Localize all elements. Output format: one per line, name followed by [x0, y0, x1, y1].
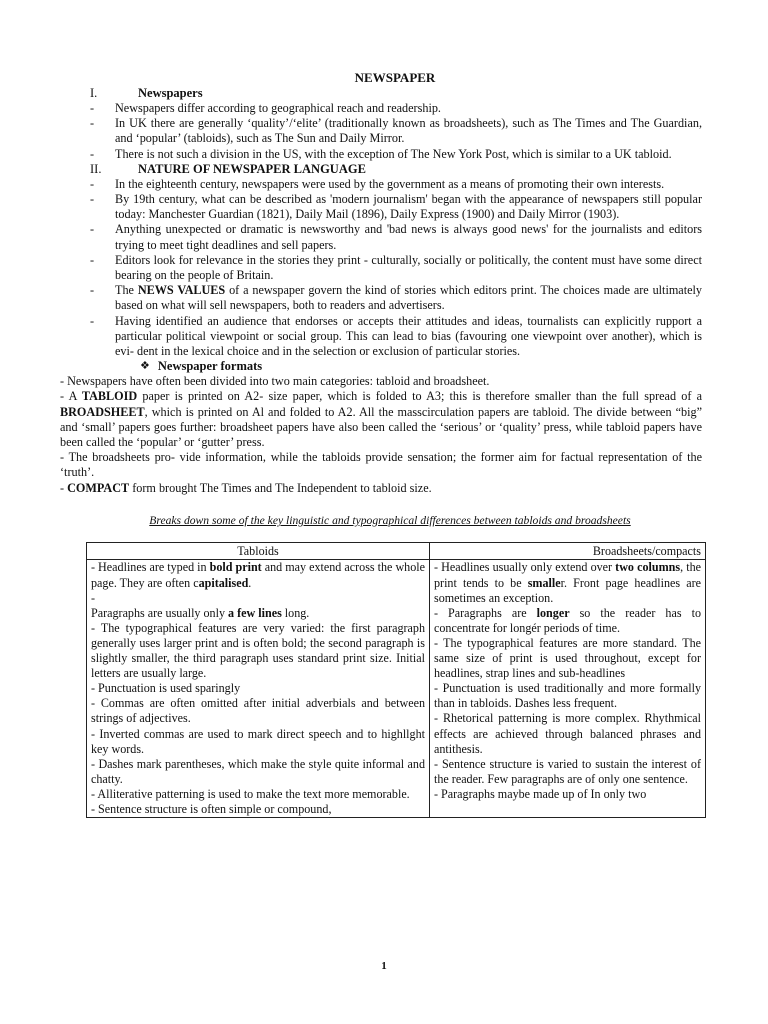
paragraph: - The broadsheets pro- vide information, while the tabloids provide sensation; the former aim for factual representation of the ‘truth’.	[60, 450, 702, 480]
paragraph: - Newspapers have often been divided into two main categories: tabloid and broadsheet.	[60, 374, 490, 389]
formats-section	[60, 374, 702, 496]
list-item-news-values: - The NEWS VALUES of a newspaper govern the kind of stories which editors print. The choices made are ultimately based on what will sell newspapers, both to readers and advertisers.	[90, 283, 702, 313]
list-item: - Newspapers differ according to geographical reach and readership.	[90, 101, 441, 115]
list-item: - Anything unexpected or dramatic is newsworthy and 'bad news is always good news' for the journalists and editors trying to meet tight deadlines and sell papers.	[90, 222, 702, 252]
section-heading-newspapers	[90, 86, 702, 101]
section-heading-language	[90, 162, 702, 177]
comparison-table	[86, 542, 706, 818]
bold-term: NEWS VALUES	[137, 283, 226, 298]
paragraph: - COMPACT form brought The Times and The Independent to tabloid size.	[60, 480, 432, 495]
column-header-broadsheets: Broadsheets/compacts	[430, 543, 706, 560]
paragraph: - A TABLOID paper is printed on A2- size paper, which is folded to A3; this is therefore smaller than the full spread of a BROADSHEET, which is printed on Al and folded to A2. All the masscirculation papers are tabloid. The divide between “big” and ‘small’ papers goes further: broadsheet papers have also been called the ‘serious’ or ‘quality’ press, while tabloid papers have been called the ‘popular’ or ‘gutter’ press.	[60, 389, 702, 450]
list-item: - In the eighteenth century, newspapers were used by the government as a means of promoting their own interests.	[90, 176, 665, 191]
table-caption: Breaks down some of the key linguistic and typographical differences between tabloids and broadsheets	[149, 513, 631, 527]
section-title: NATURE OF NEWSPAPER LANGUAGE	[138, 161, 366, 176]
bold-term: BROADSHEET	[60, 404, 145, 419]
list-item: - By 19th century, what can be described as 'modern journalism' began with the appearance of newspapers still popular today: Manchester Guardian (1821), Daily Mail (1896), Daily Express (1900) and Daily Mirror (1903).	[90, 192, 702, 222]
list-item: - There is not such a division in the US, with the exception of The New York Post, which is similar to a UK tabloid.	[90, 146, 672, 161]
tabloids-cell: - Headlines are typed in bold print and may extend across the whole page. They are often capitalised. - Paragraphs are usually only a few lines long. - The typographical features are very varied: the first paragraph generally uses larger print and is often bold; the second paragraph is slightly smaller, the third paragraph uses standard print size. Initial letters are usually large. - Punctuation is used sparingly - Commas are often omitted after initial adverbials and between strings of adjectives. - Inverted commas are used to mark direct speech and to highllght key words. - Dashes mark parentheses, which make the style quite informal and chatty. - Alliterative patterning is used to make the text more memorable. - Sentence structure is often simple or compound,	[87, 560, 430, 818]
section-number: II.	[90, 161, 102, 176]
table-header-row	[87, 543, 706, 560]
list-item: - Editors look for relevance in the stories they print - culturally, socially or politically, the content must have some direct bearing on the people of Britain.	[90, 252, 702, 283]
list-item: - In UK there are generally ‘quality’/‘elite’ (traditionally known as broadsheets), such as The Times and The Guardian, and ‘popular’ (tabloids), such as The Sun and Daily Mirror.	[90, 116, 702, 146]
section-title: Newspapers	[138, 86, 203, 100]
column-header-tabloids: Tabloids	[87, 543, 430, 560]
section-number: I.	[90, 86, 98, 100]
bold-term: COMPACT	[67, 480, 130, 495]
subheading-formats: ❖ Newspaper formats	[140, 359, 263, 374]
bold-term: TABLOID	[81, 389, 138, 404]
table-row	[87, 560, 706, 818]
page-number: 1	[381, 960, 387, 972]
page-title: NEWSPAPER	[354, 70, 436, 85]
list-item: - Having identified an audience that endorses or accepts their attitudes and ideas, tournalists can explicitly rupport a particular political viewpoint or social group. This can lead to bias (favouring one viewpoint over another), which is evi- dent in the lexical choice and in the selection or exclusion of particular stories.	[90, 313, 702, 359]
broadsheets-cell: - Headlines usually only extend over two columns, the print tends to be smaller. Front page headlines are sometimes an exception. - Paragraphs are longer so the reader has to concentrate for longér periods of time. - The typographical features are more standard. The same size of print is used throughout, except for headlines, strap lines and sub-headlines - Punctuation is used traditionally and more formally than in tabloids. Dashes less frequent. - Rhetorical patterning is more complex. Rhythmical effects are achieved through balanced phrases and antithesis. - Sentence structure is varied to sustain the interest of the reader. Few paragraphs are of only one sentence. - Paragraphs maybe made up of In only two	[430, 560, 706, 818]
bullet-list	[68, 177, 702, 359]
bullet-list	[68, 101, 702, 162]
diamond-bullet-icon: ❖	[140, 360, 150, 373]
